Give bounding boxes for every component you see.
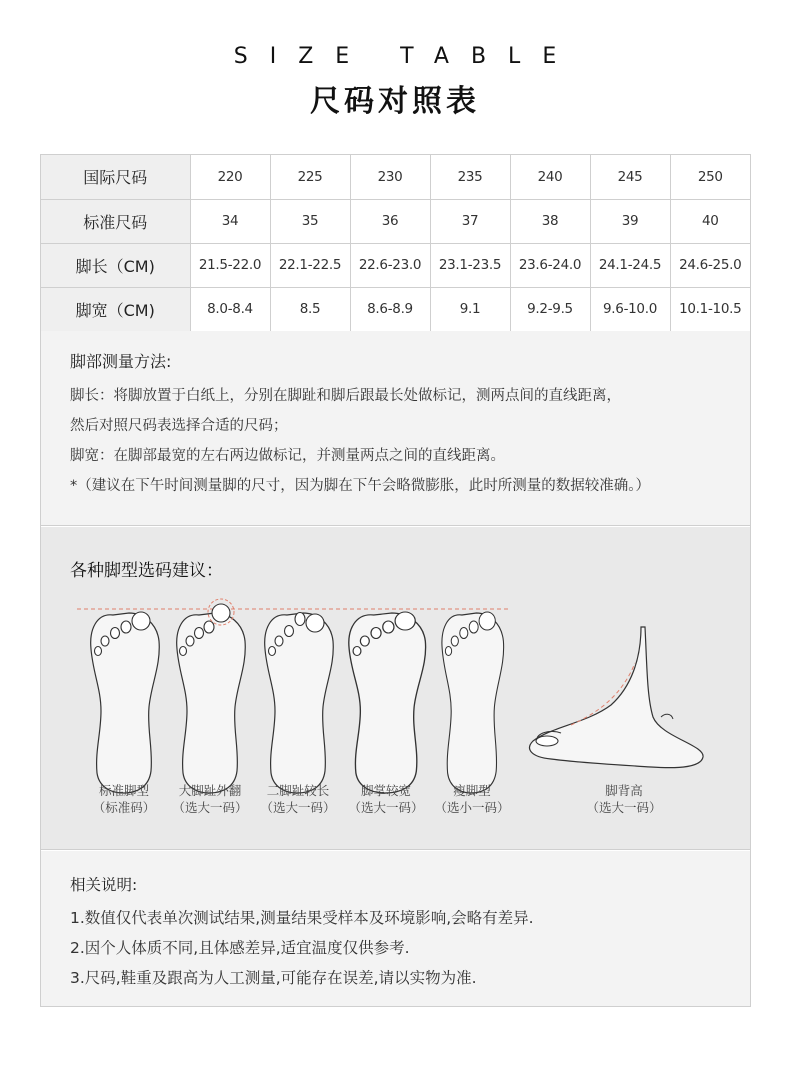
measure-method-section bbox=[41, 331, 750, 526]
table-cell: 24.6-25.0 bbox=[670, 243, 750, 287]
foot-types-section bbox=[41, 527, 750, 850]
foot-type-advice: （选小一码） bbox=[434, 800, 510, 815]
foot-type-advice: （选大一码） bbox=[586, 800, 662, 815]
foot-type-advice: （标准码） bbox=[92, 800, 156, 815]
table-cell: 245 bbox=[590, 155, 670, 199]
size-table bbox=[41, 155, 750, 332]
measure-line: 脚长：将脚放置于白纸上，分别在脚趾和脚后跟最长处做标记，测两点间的直线距离， bbox=[70, 388, 621, 404]
notes-section bbox=[41, 851, 750, 1006]
table-cell: 8.5 bbox=[270, 287, 350, 331]
high-instep-foot-icon bbox=[530, 627, 703, 768]
size-chart-panel bbox=[40, 154, 751, 1007]
table-cell: 39 bbox=[590, 199, 670, 243]
bunion-foot-icon bbox=[177, 599, 246, 793]
table-cell: 24.1-24.5 bbox=[590, 243, 670, 287]
table-cell: 240 bbox=[510, 155, 590, 199]
table-cell: 23.1-23.5 bbox=[430, 243, 510, 287]
table-row bbox=[41, 199, 750, 243]
table-cell: 250 bbox=[670, 155, 750, 199]
table-cell: 9.6-10.0 bbox=[590, 287, 670, 331]
foot-type-name: 脚背高 bbox=[605, 783, 643, 798]
table-cell: 230 bbox=[350, 155, 430, 199]
table-cell: 235 bbox=[430, 155, 510, 199]
table-cell: 21.5-22.0 bbox=[190, 243, 270, 287]
table-cell: 34 bbox=[190, 199, 270, 243]
foot-type-label bbox=[417, 782, 527, 816]
table-cell: 225 bbox=[270, 155, 350, 199]
table-cell: 23.6-24.0 bbox=[510, 243, 590, 287]
table-cell: 9.2-9.5 bbox=[510, 287, 590, 331]
table-cell: 220 bbox=[190, 155, 270, 199]
table-cell: 10.1-10.5 bbox=[670, 287, 750, 331]
row-header: 脚宽（CM) bbox=[41, 287, 190, 331]
measure-line: 脚宽：在脚部最宽的左右两边做标记，并测量两点之间的直线距离。 bbox=[70, 448, 505, 464]
row-header: 国际尺码 bbox=[41, 155, 190, 199]
row-header: 脚长（CM) bbox=[41, 243, 190, 287]
table-cell: 38 bbox=[510, 199, 590, 243]
foot-type-advice: （选大一码） bbox=[260, 800, 336, 815]
measure-line: *（建议在下午时间测量脚的尺寸，因为脚在下午会略微膨胀，此时所测量的数据较准确。） bbox=[70, 478, 650, 494]
title-english: SIZE TABLE bbox=[233, 44, 579, 69]
note-line: 1.数值仅代表单次测试结果,测量结果受样本及环境影响,会略有差异. bbox=[70, 909, 534, 927]
table-cell: 9.1 bbox=[430, 287, 510, 331]
note-line: 3.尺码,鞋重及跟高为人工测量,可能存在误差,请以实物为准. bbox=[70, 969, 477, 987]
table-row bbox=[41, 155, 750, 199]
section-heading: 脚部测量方法: bbox=[70, 352, 172, 371]
title-chinese: 尺码对照表 bbox=[310, 84, 480, 119]
foot-type-name: 脚掌较宽 bbox=[360, 783, 411, 798]
section-heading: 相关说明: bbox=[70, 876, 138, 894]
foot-type-name: 瘦脚型 bbox=[453, 783, 491, 798]
table-cell: 22.1-22.5 bbox=[270, 243, 350, 287]
section-heading: 各种脚型选码建议： bbox=[70, 561, 223, 581]
foot-type-name: 二脚趾较长 bbox=[266, 783, 330, 798]
foot-type-label bbox=[569, 782, 679, 816]
table-cell: 37 bbox=[430, 199, 510, 243]
standard-foot-icon bbox=[91, 612, 160, 793]
table-cell: 22.6-23.0 bbox=[350, 243, 430, 287]
foot-type-name: 大脚趾外翻 bbox=[178, 783, 242, 798]
note-line: 2.因个人体质不同,且体感差异,适宜温度仅供参考. bbox=[70, 939, 410, 957]
table-cell: 35 bbox=[270, 199, 350, 243]
foot-type-advice: （选大一码） bbox=[348, 800, 424, 815]
long-second-toe-foot-icon bbox=[265, 613, 334, 794]
wide-foot-icon bbox=[349, 612, 426, 793]
table-cell: 36 bbox=[350, 199, 430, 243]
table-cell: 40 bbox=[670, 199, 750, 243]
table-cell: 8.0-8.4 bbox=[190, 287, 270, 331]
foot-type-name: 标准脚型 bbox=[98, 783, 149, 798]
row-header: 标准尺码 bbox=[41, 199, 190, 243]
table-row bbox=[41, 243, 750, 287]
foot-type-advice: （选大一码） bbox=[172, 800, 248, 815]
table-cell: 8.6-8.9 bbox=[350, 287, 430, 331]
table-row bbox=[41, 287, 750, 331]
measure-line: 然后对照尺码表选择合适的尺码； bbox=[70, 418, 288, 434]
slim-foot-icon bbox=[442, 612, 504, 793]
